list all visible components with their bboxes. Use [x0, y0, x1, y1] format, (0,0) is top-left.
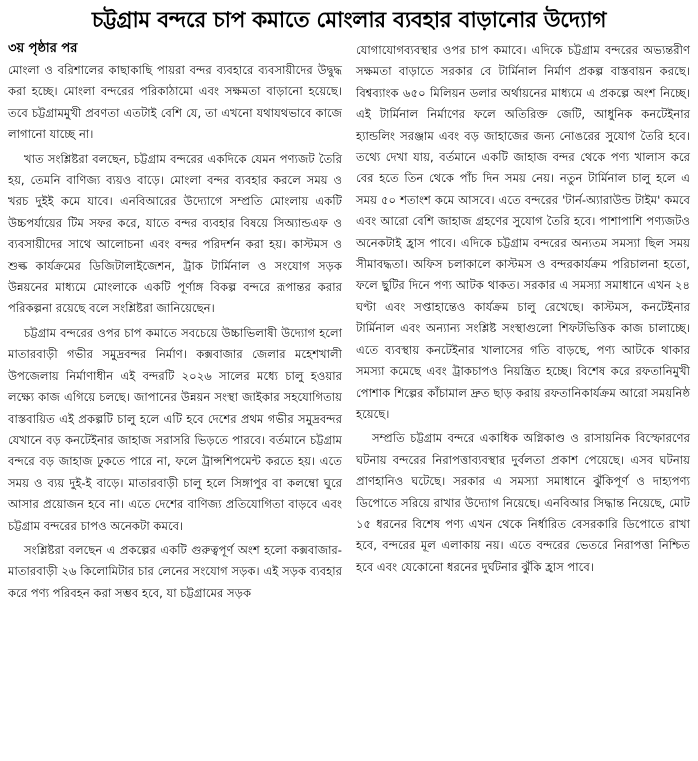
paragraph: মোংলা ও বরিশালের কাছাকাছি পায়রা বন্দর ব্যবহারে ব্যবসায়ীদের উদ্বুদ্ধ করা হচ্ছে। মোংলা বন্দরের পরিকাঠামো এবং সক্ষমতা বাড়ানো হয়েছে। তবে চট্টগ্রামমুখী প্রবণতা এতটাই বেশি যে, তা এখনো যথাযথভাবে কাজে লাগানো যাচ্ছে না। — [8, 63, 342, 142]
article-headline: চট্টগ্রাম বন্দরে চাপ কমাতে মোংলার ব্যবহার বাড়ানোর উদ্যোগ — [91, 8, 607, 33]
paragraph: খাত সংশ্লিষ্টরা বলছেন, চট্টগ্রাম বন্দরের একদিকে যেমন পণ্যজট তৈরি হয়, তেমনি বাণিজ্য ব্যয়ও বাড়ে। মোংলা বন্দর ব্যবহার করলে সময় ও খরচ দুইই কমে যাবে। এনবিআরের উদ্যোগে সম্প্রতি মোংলায় একটি উচ্চপর্যায়ের টিম সফর করে, যাতে বন্দর ব্যবহার বিষয়ে সিঅ্যান্ডএফ ও ব্যবসায়ীদের সাথে আলোচনা এবং বন্দর পরিদর্শন করা হয়। কাস্টমস ও শুল্ক কার্যক্রমের ডিজিটালাইজেশন, ট্রাক টার্মিনাল ও সংযোগ সড়ক উন্নয়নের মাধ্যমে মোংলাকে একটি পূর্ণাঙ্গ বিকল্প বন্দরে রূপান্তর করার পরিকল্পনা রয়েছে বলে সংশ্লিষ্টরা জানিয়েছেন। — [8, 151, 342, 316]
right-column — [356, 40, 690, 607]
paragraph: যোগাযোগব্যবস্থার ওপর চাপ কমাবে। এদিকে চট্টগ্রাম বন্দরের অভ্যন্তরীণ সক্ষমতা বাড়াতে সরকার বে টার্মিনাল নির্মাণ প্রকল্প বাস্তবায়ন করছে। বিশ্বব্যাংক ৬৫০ মিলিয়ন ডলার অর্থায়নের মাধ্যমে এ প্রকল্পে অংশ নিচ্ছে। এই টার্মিনাল নির্মাণের ফলে অতিরিক্ত জেটি, আধুনিক কনটেইনার হ্যান্ডলিং সরঞ্জাম এবং বড় জাহাজের জন্য নোঙরের সুযোগ তৈরি হবে। তথ্যে দেখা যায়, বর্তমানে একটি জাহাজ বন্দর থেকে পণ্য খালাস করে বের হতে তিন থেকে পাঁচ দিন সময় নেয়। নতুন টার্মিনাল চালু হলে এ সময় ৫০ শতাংশ কমে আসবে। এতে বন্দরের 'টার্ন-অ্যারাউন্ড টাইম' কমবে এবং আরো বেশি জাহাজ গ্রহণের সুযোগ তৈরি হবে। পাশাপাশি পণ্যজটও অনেকটাই হ্রাস পাবে। এদিকে চট্টগ্রাম বন্দরের অন্যতম সমস্যা ছিল সময় সীমাবদ্ধতা। অফিস চলাকালে কাস্টমস ও বন্দরকার্যক্রম পরিচালনা হতো, ফলে ছুটির দিনে পণ্য আটক থাকত। সরকার এ সমস্যা সমাধানে এখন ২৪ ঘণ্টা এবং সপ্তাহান্তেও কার্যক্রম চালু রেখেছে। কাস্টমস, কনটেইনার টার্মিনাল এবং অন্যান্য সংশ্লিষ্ট সংস্থাগুলো শিফটভিত্তিক কাজ চালাচ্ছে। এতে ব্যবস্থায় কনটেইনার খালাসের গতি বাড়ছে, পণ্য আটকে থাকার সমস্যা কমেছে এবং ট্রাকচাপও নিয়ন্ত্রিত হচ্ছে। বিশেষ করে রফতানিমুখী পোশাক শিল্পের কাঁচামাল দ্রুত ছাড় করায় রফতানিকার্যক্রম আরো সময়নিষ্ঠ হয়েছে। — [356, 43, 690, 421]
continued-from-label: ৩য় পৃষ্ঠার পর — [8, 41, 78, 56]
paragraph: সম্প্রতি চট্টগ্রাম বন্দরে একাধিক অগ্নিকাণ্ড ও রাসায়নিক বিস্ফোরণের ঘটনায় বন্দরের নিরাপত্তাব্যবস্থার দুর্বলতা প্রকাশ পেয়েছে। এসব ঘটনায় প্রাণহানিও ঘটেছে। সরকার এ সমস্যা সমাধানে ঝুঁকিপূর্ণ ও দাহ্যপণ্য ডিপোতে সরিয়ে রাখার উদ্যোগ নিয়েছে। এনবিআর সিদ্ধান্ত নিয়েছে, মোট ১৫ ধরনের বিশেষ পণ্য এখন থেকে নির্ধারিত বেসরকারি ডিপোতে রাখা হবে, বন্দরের মূল এলাকায় নয়। এতে বন্দরের ভেতরে নিরাপত্তা নিশ্চিত হবে এবং যেকোনো ধরনের দুর্ঘটনার ঝুঁকি হ্রাস পাবে। — [356, 431, 690, 574]
article-columns — [8, 40, 690, 607]
paragraph: সংশ্লিষ্টরা বলছেন এ প্রকল্পের একটি গুরুত্বপূর্ণ অংশ হলো কক্সবাজার-মাতারবাড়ী ২৬ কিলোমিটার চার লেনের সংযোগ সড়ক। এই সড়ক ব্যবহার করে পণ্য পরিবহন করা সম্ভব হবে, যা চট্টগ্রামের সড়ক — [8, 542, 342, 600]
paragraph: চট্টগ্রাম বন্দরের ওপর চাপ কমাতে সবচেয়ে উচ্চাভিলাষী উদ্যোগ হলো মাতারবাড়ী গভীর সমুদ্রবন্দর নির্মাণ। কক্সবাজার জেলার মহেশখালী উপজেলায় নির্মাণাধীন এই বন্দরটি ২০২৬ সালের মধ্যে চালু হওয়ার লক্ষ্যে কাজ এগিয়ে চলছে। জাপানের উন্নয়ন সংস্থা জাইকার সহযোগিতায় বাস্তবায়িত এই প্রকল্পটি চালু হলে এটি হবে দেশের প্রথম গভীর সমুদ্রবন্দর যেখানে বড় কনটেইনার জাহাজ সরাসরি ভিড়তে পারবে। বর্তমানে চট্টগ্রাম বন্দরে বড় জাহাজ ঢুকতে পারে না, ফলে ট্রান্সশিপমেন্ট করতে হয়। এতে সময় ও ব্যয় দুই-ই বাড়ে। মাতারবাড়ী চালু হলে সিঙ্গাপুর বা কলম্বো ঘুরে আসার প্রয়োজন হবে না। এতে দেশের বাণিজ্য প্রতিযোগিতা বাড়বে এবং চট্টগ্রাম বন্দরের চাপও অনেকটা কমবে। — [8, 325, 342, 533]
left-column — [8, 40, 342, 607]
